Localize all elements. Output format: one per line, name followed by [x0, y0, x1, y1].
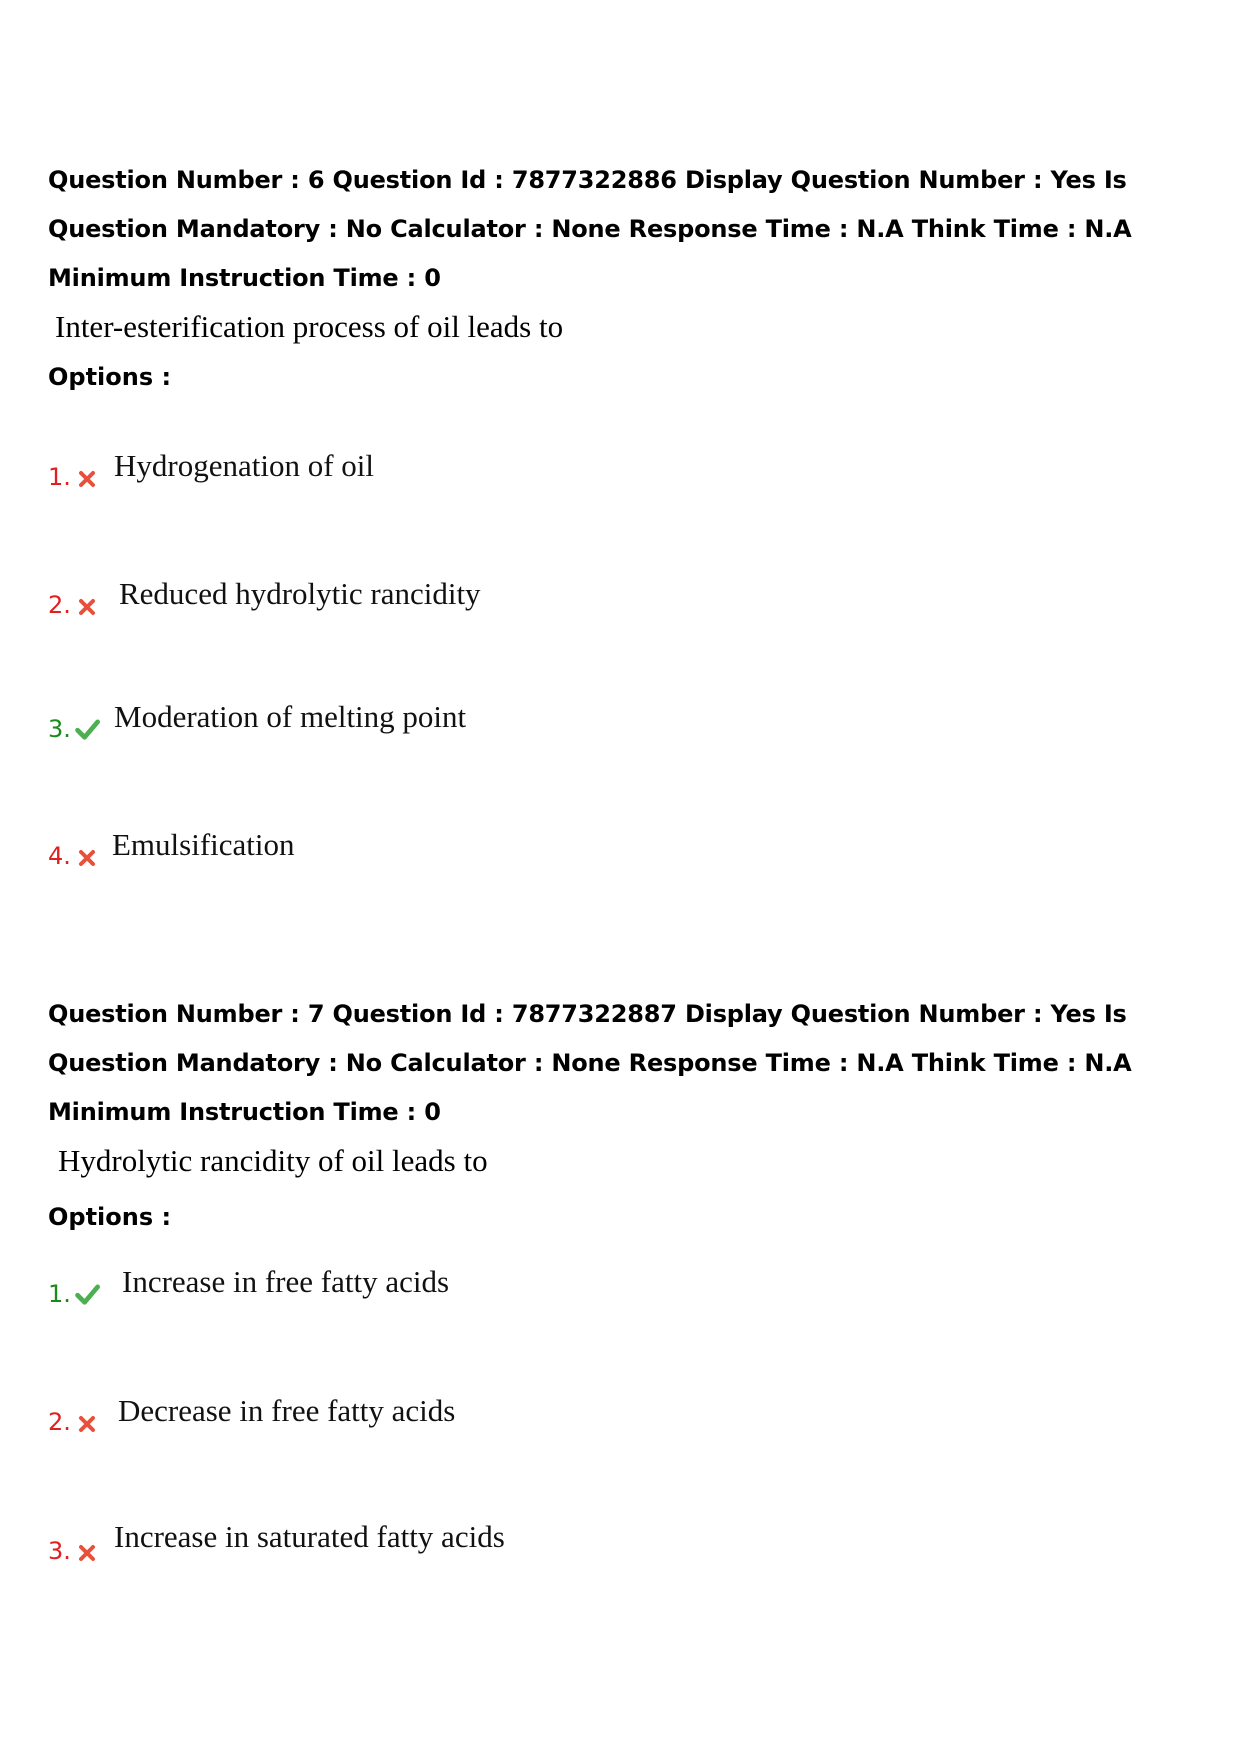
check-icon	[74, 1281, 100, 1307]
cross-icon	[76, 468, 98, 490]
option-2[interactable]	[48, 574, 948, 619]
option-1[interactable]	[48, 1262, 948, 1308]
option-text: Hydrogenation of oil	[114, 448, 375, 483]
option-number: 4.	[48, 842, 71, 870]
options-label: Options :	[48, 363, 172, 391]
question-block-6	[48, 156, 1198, 870]
question-meta: Question Number : 7 Question Id : 7877322887 Display Question Number : Yes Is Question Mandatory : No Calculator : None Response Time : N.A Think Time : N.A Minimum Instruction Time : 0	[48, 1000, 1132, 1126]
option-number: 1.	[48, 463, 71, 491]
option-text: Reduced hydrolytic rancidity	[119, 576, 481, 611]
option-2[interactable]	[48, 1391, 948, 1436]
question-stem: Hydrolytic rancidity of oil leads to	[58, 1143, 488, 1178]
cross-icon	[76, 847, 98, 869]
option-number: 1.	[48, 1280, 71, 1308]
cross-icon	[76, 1413, 98, 1435]
option-text: Decrease in free fatty acids	[118, 1393, 456, 1428]
option-text: Increase in free fatty acids	[122, 1264, 450, 1299]
option-text: Moderation of melting point	[114, 699, 467, 734]
question-stem: Inter-esterification process of oil leads to	[55, 309, 564, 344]
option-number: 2.	[48, 591, 71, 619]
check-icon	[74, 716, 100, 742]
cross-icon	[76, 596, 98, 618]
option-3[interactable]	[48, 697, 948, 743]
option-number: 3.	[48, 715, 71, 743]
cross-icon	[76, 1542, 98, 1564]
option-text: Increase in saturated fatty acids	[114, 1519, 505, 1554]
options-label: Options :	[48, 1203, 172, 1231]
question-meta: Question Number : 6 Question Id : 7877322886 Display Question Number : Yes Is Question Mandatory : No Calculator : None Response Time : N.A Think Time : N.A Minimum Instruction Time : 0	[48, 166, 1132, 292]
option-text: Emulsification	[112, 827, 295, 862]
option-4[interactable]	[48, 825, 948, 870]
option-1[interactable]	[48, 446, 948, 491]
option-3[interactable]	[48, 1519, 948, 1565]
question-block-7	[48, 990, 1198, 1565]
option-number: 3.	[48, 1537, 71, 1565]
option-number: 2.	[48, 1408, 71, 1436]
